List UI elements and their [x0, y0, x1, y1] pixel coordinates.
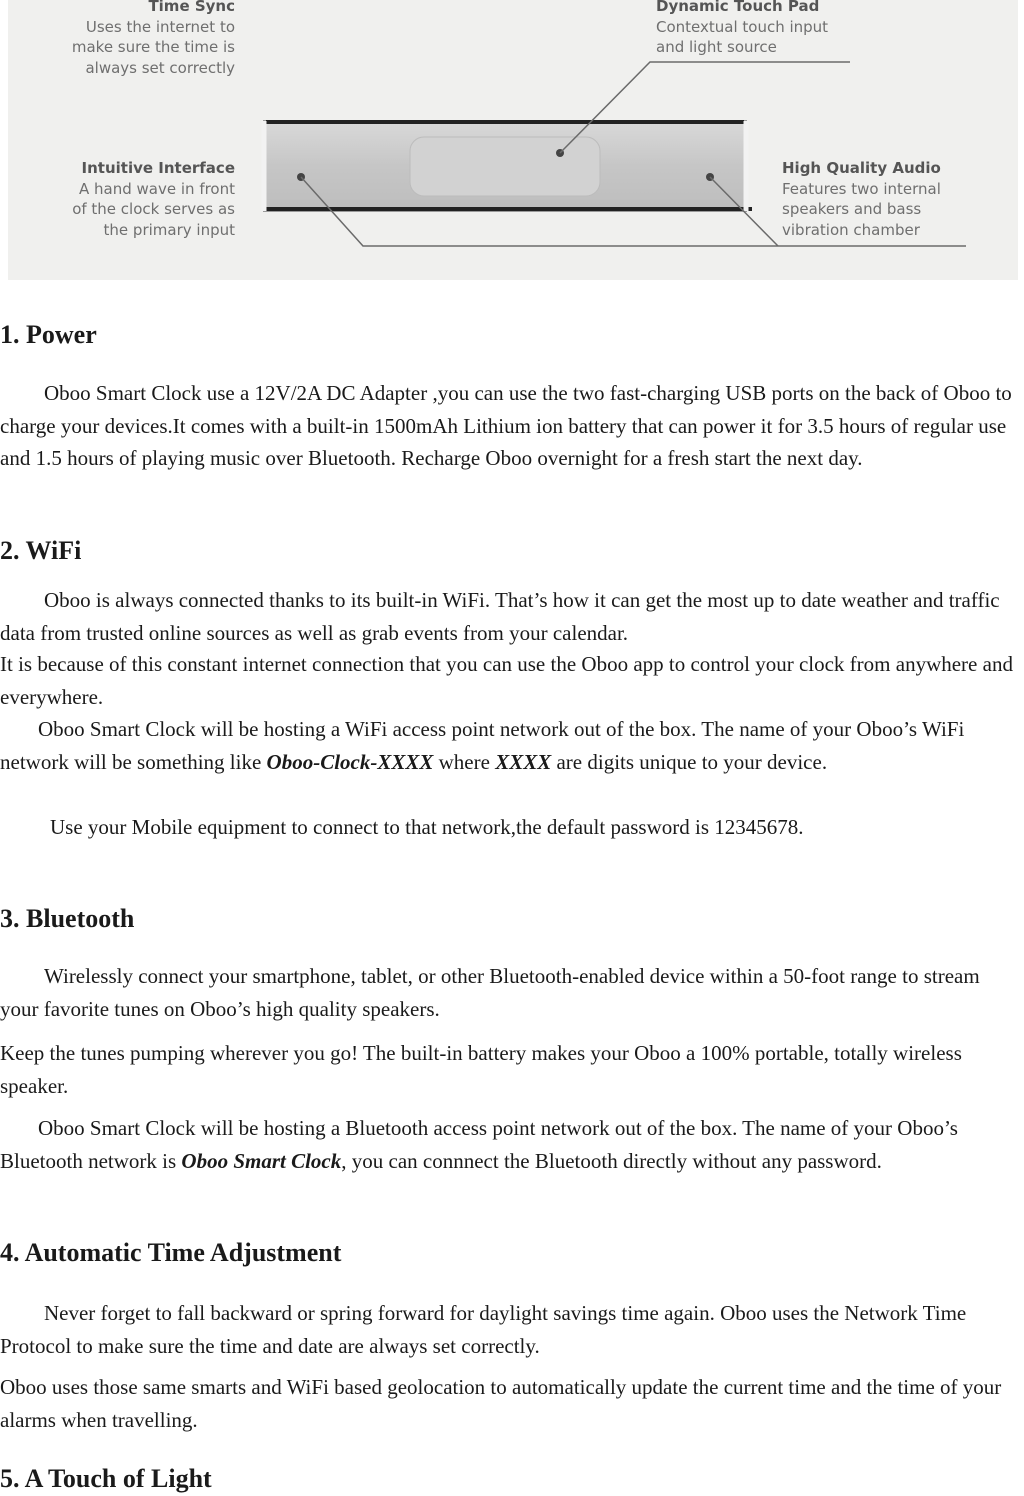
- paragraph-text: where: [433, 749, 496, 774]
- paragraph-text: Use your Mobile equipment to connect to that network,the default password is 12345678.: [50, 815, 804, 839]
- wifi-network-name: Oboo-Clock-XXXX: [266, 749, 434, 774]
- paragraph-text: Keep the tunes pumping wherever you go! The built-in battery makes your Oboo a 100% portable, totally wireless speaker.: [0, 1041, 962, 1098]
- paragraph-text: Never forget to fall backward or spring forward for daylight savings time again. Oboo uses the Network Time Protocol to make sure the time and date are always set correctly.: [0, 1301, 967, 1358]
- power-paragraph: [0, 377, 1022, 475]
- product-diagram: [8, 0, 1018, 280]
- wifi-paragraph-3: [0, 713, 1022, 778]
- paragraph-text: are digits unique to your device.: [551, 749, 828, 774]
- bluetooth-network-name: Oboo Smart Clock: [181, 1148, 342, 1173]
- callout-line: and light source: [656, 38, 777, 56]
- section-heading-power: 1. Power: [0, 320, 97, 349]
- callout-line: Contextual touch input: [656, 17, 829, 36]
- section-heading-wifi: 2. WiFi: [0, 536, 82, 565]
- section-heading-touch-of-light: 5. A Touch of Light: [0, 1464, 212, 1493]
- callout-title: Time Sync: [148, 0, 235, 15]
- wifi-paragraph-1: [0, 584, 1022, 649]
- time-paragraph-1: [0, 1297, 1022, 1362]
- callout-title: Intuitive Interface: [81, 159, 235, 177]
- bluetooth-paragraph-3: [0, 1112, 1022, 1177]
- section-heading-time-adjustment: 4. Automatic Time Adjustment: [0, 1238, 342, 1267]
- callout-line: A hand wave in front: [79, 179, 235, 198]
- callout-title: Dynamic Touch Pad: [656, 0, 820, 15]
- callout-line: make sure the time is: [71, 38, 235, 56]
- callout-intuitive-interface: [42, 158, 235, 240]
- callout-time-sync: [52, 0, 235, 78]
- callout-line: speakers and bass: [782, 200, 922, 218]
- callout-high-quality-audio: [782, 158, 1007, 240]
- callout-title: High Quality Audio: [782, 159, 941, 177]
- bluetooth-paragraph-2: [0, 1037, 1022, 1102]
- callout-line: of the clock serves as: [72, 200, 235, 218]
- paragraph-text: Oboo Smart Clock use a 12V/2A DC Adapter ,you can use the two fast-charging USB ports on the back of Oboo to charge your devices.It comes with a built-in 1500mAh Lithium ion battery that can power it for 3.5 hours of regular use and 1.5 hours of playing music over Bluetooth. Recharge Oboo overnight for a fresh start the next day.: [0, 381, 1012, 470]
- section-heading-bluetooth: 3. Bluetooth: [0, 904, 135, 933]
- callout-line: always set correctly: [85, 58, 235, 77]
- callout-line: vibration chamber: [782, 220, 920, 239]
- paragraph-text: Oboo Smart Clock will be hosting a Bluetooth access point network out of the box. The name of your Oboo’s Bluetooth network is: [0, 1116, 958, 1173]
- callout-line: the primary input: [103, 220, 235, 239]
- paragraph-text: Oboo is always connected thanks to its built-in WiFi. That’s how it can get the most up to date weather and traffic data from trusted online sources as well as grab events from your calendar.: [0, 588, 1000, 645]
- paragraph-text: Oboo Smart Clock will be hosting a WiFi access point network out of the box. The name of your Oboo’s WiFi network will be something like: [0, 717, 965, 774]
- paragraph-text: Wirelessly connect your smartphone, tablet, or other Bluetooth-enabled device within a 50-foot range to stream your favorite tunes on Oboo’s high quality speakers.: [0, 964, 980, 1021]
- callout-line: Uses the internet to: [85, 17, 235, 36]
- paragraph-text: Oboo uses those same smarts and WiFi based geolocation to automatically update the current time and the time of your alarms when travelling.: [0, 1375, 1002, 1432]
- paragraph-text: , you can connnect the Bluetooth directly without any password.: [341, 1148, 882, 1173]
- callout-line: Features two internal: [782, 179, 941, 198]
- bluetooth-paragraph-1: [0, 960, 1022, 1025]
- wifi-paragraph-4: [0, 811, 1022, 844]
- time-paragraph-2: [0, 1371, 1022, 1436]
- paragraph-text: It is because of this constant internet connection that you can use the Oboo app to control your clock from anywhere and everywhere.: [0, 652, 1013, 709]
- wifi-digits-placeholder: XXXX: [495, 749, 552, 774]
- wifi-paragraph-2: [0, 648, 1022, 713]
- callout-dynamic-touch-pad: [656, 0, 886, 58]
